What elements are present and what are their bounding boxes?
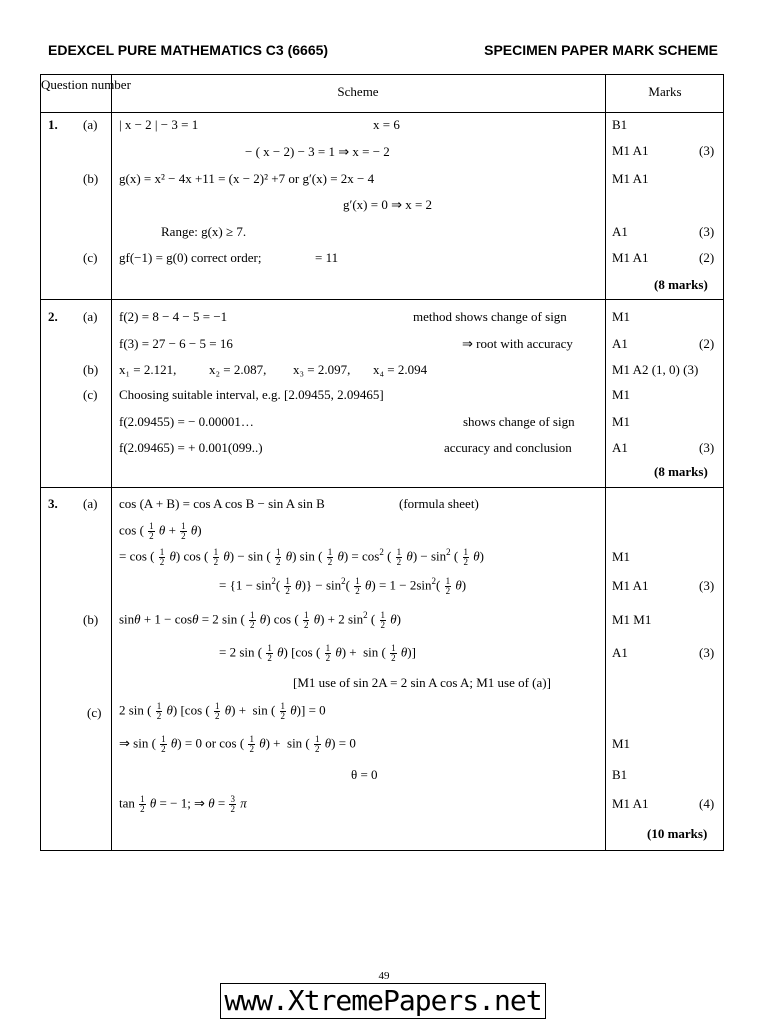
q1b-line2: g′(x) = 0 ⇒ x = 2 xyxy=(343,197,433,212)
q3a-line3: = cos ( $\frac{1}{2}$ θ) cos ( $\frac{1}{2}$ θ) − sin ( $\frac{1}{2}$ θ) sin ( $\frac{1}{2}$ $\theta) = \cos^2$ ( $\frac{1}{2}$ $\theta) - \sin^2$ ( $\frac{1}{2}$ θ) xyxy=(119,547,484,567)
q2a-comment1: method shows change of sign xyxy=(413,309,567,324)
q2-marks-total: (8 marks) xyxy=(654,464,708,479)
q2c-line2: f(2.09455) = − 0.00001… xyxy=(119,414,254,429)
q1c-mark: M1 A1 xyxy=(612,250,649,265)
q1c-line1: gf(−1) = g(0) correct order; xyxy=(119,250,262,265)
q1a-line1: | x − 2 | − 3 = 1 xyxy=(119,117,199,132)
q2b-x4: x₄ = 2.094 xyxy=(373,362,428,377)
q3-marks-total: (10 marks) xyxy=(647,826,708,841)
q3c-line3: θ = 0 xyxy=(351,767,378,782)
q2c-comment3: accuracy and conclusion xyxy=(444,440,572,455)
q2c-total: (3) xyxy=(699,440,715,455)
q1-number: 1. xyxy=(48,117,58,132)
q1b-line1: g(x) = x² − 4x +11 = (x − 2)² +7 or g′(x) = 2x − 4 xyxy=(119,171,375,186)
q3a-total: (3) xyxy=(699,578,715,593)
q3c-mark4: M1 A1 xyxy=(612,796,649,811)
q1c-total: (2) xyxy=(699,250,715,265)
q3a-mark3: M1 A1 xyxy=(612,578,649,593)
q1a-line2: − ( x − 2) − 3 = 1 ⇒ x = − 2 xyxy=(245,144,390,159)
document-title: EDEXCEL PURE MATHEMATICS C3 (6665) xyxy=(48,42,329,58)
q2b-x1: x₁ = 2.121, xyxy=(119,362,177,377)
q1a-line1-result: x = 6 xyxy=(373,117,400,132)
q1b-label: (b) xyxy=(83,171,99,186)
q3a-comment1: (formula sheet) xyxy=(399,496,479,511)
page-number: 49 xyxy=(378,970,390,982)
q3b-line1: sinθ + 1 − cosθ = 2 sin ( $\frac{1}{2}$ θ) cos ( $\frac{1}{2}$ θ) + 2 $\sin^2$ ( $\frac{1}{2}$ θ) xyxy=(119,610,401,630)
q3b-line2: = 2 sin ( $\frac{1}{2}$ θ) [cos ( $\frac{1}{2}$ θ) + sin ( $\frac{1}{2}$ θ)] xyxy=(219,643,416,663)
q1a-label: (a) xyxy=(83,117,98,132)
q3c-line2: ⇒ sin ( $\frac{1}{2}$ θ) = 0 or cos ( $\frac{1}{2}$ θ) + sin ( $\frac{1}{2}$ θ) = 0 xyxy=(119,734,356,754)
q2c-mark1: M1 xyxy=(612,387,631,402)
q3b-total: (3) xyxy=(699,645,715,660)
q2-number: 2. xyxy=(48,309,58,324)
q1b-line3: Range: g(x) ≥ 7. xyxy=(161,224,247,239)
q2b-x3: x₃ = 2.097, xyxy=(293,362,351,377)
q2c-mark3: A1 xyxy=(612,440,628,455)
q3b-mark2: A1 xyxy=(612,645,628,660)
q2c-line1: Choosing suitable interval, e.g. [2.09455, 2.09465] xyxy=(119,387,384,402)
q1-marks-total: (8 marks) xyxy=(654,277,708,292)
q3a-label: (a) xyxy=(83,496,98,511)
q3c-line4: tan $\frac{1}{2}$ θ = − 1; ⇒ θ = $\frac{3}{2}$ π xyxy=(119,794,247,814)
q2c-line3: f(2.09465) = + 0.001(099..) xyxy=(119,440,263,455)
q3b-mark1: M1 M1 xyxy=(612,612,652,627)
q2a-line1: f(2) = 8 − 4 − 5 = −1 xyxy=(119,309,228,324)
q3a-line1: cos (A + B) = cos A cos B − sin A sin B xyxy=(119,496,325,511)
q3c-line1: 2 sin ( $\frac{1}{2}$ θ) [cos ( $\frac{1}{2}$ θ) + sin ( $\frac{1}{2}$ θ)] = 0 xyxy=(119,701,326,721)
q1c-result: = 11 xyxy=(315,250,339,265)
q2a-mark2: A1 xyxy=(612,336,628,351)
q3a-mark2: M1 xyxy=(612,549,631,564)
q2c-label: (c) xyxy=(83,387,98,402)
q2a-label: (a) xyxy=(83,309,98,324)
q2b-mark: M1 A2 (1, 0) (3) xyxy=(612,362,699,377)
q3c-mark3: B1 xyxy=(612,767,628,782)
watermark: www.XtremePapers.net xyxy=(220,983,546,1019)
q3b-label: (b) xyxy=(83,612,99,627)
q3a-line2: cos ( $\frac{1}{2}$ θ + $\frac{1}{2}$ θ) xyxy=(119,521,202,541)
q2c-mark2: M1 xyxy=(612,414,631,429)
q2a-comment2: ⇒ root with accuracy xyxy=(462,336,573,351)
scheme-header: Scheme xyxy=(337,84,379,99)
q1a-mark1: B1 xyxy=(612,117,628,132)
q2a-line2: f(3) = 27 − 6 − 5 = 16 xyxy=(119,336,233,351)
document-subtitle: SPECIMEN PAPER MARK SCHEME xyxy=(484,42,718,58)
q1a-total: (3) xyxy=(699,143,715,158)
mark-scheme-table xyxy=(40,74,724,851)
q2b-label: (b) xyxy=(83,362,99,377)
q1c-label: (c) xyxy=(83,250,98,265)
q2c-comment2: shows change of sign xyxy=(463,414,575,429)
q1b-mark3: A1 xyxy=(612,224,628,239)
q2b-x2: x₂ = 2.087, xyxy=(209,362,267,377)
marks-header: Marks xyxy=(648,84,682,99)
q2a-mark1: M1 xyxy=(612,309,631,324)
q3-number: 3. xyxy=(48,496,58,511)
q1b-mark1: M1 A1 xyxy=(612,171,649,186)
question-number-header: Question number xyxy=(41,77,131,92)
q3c-label: (c) xyxy=(87,705,102,720)
q3a-line4: = {$1 - \sin^2$( $\frac{1}{2}$ $\theta)\} - \sin^2$( $\frac{1}{2}$ $\theta) = 1 - 2\sin^2$( $\frac{1}{2}$ θ) xyxy=(219,576,467,596)
q3b-note: [M1 use of sin 2A = 2 sin A cos A; M1 use of (a)] xyxy=(293,675,551,690)
q3c-mark2: M1 xyxy=(612,736,631,751)
q2a-total: (2) xyxy=(699,336,715,351)
q1b-total: (3) xyxy=(699,224,715,239)
q1a-mark2: M1 A1 xyxy=(612,143,649,158)
q3c-total: (4) xyxy=(699,796,715,811)
